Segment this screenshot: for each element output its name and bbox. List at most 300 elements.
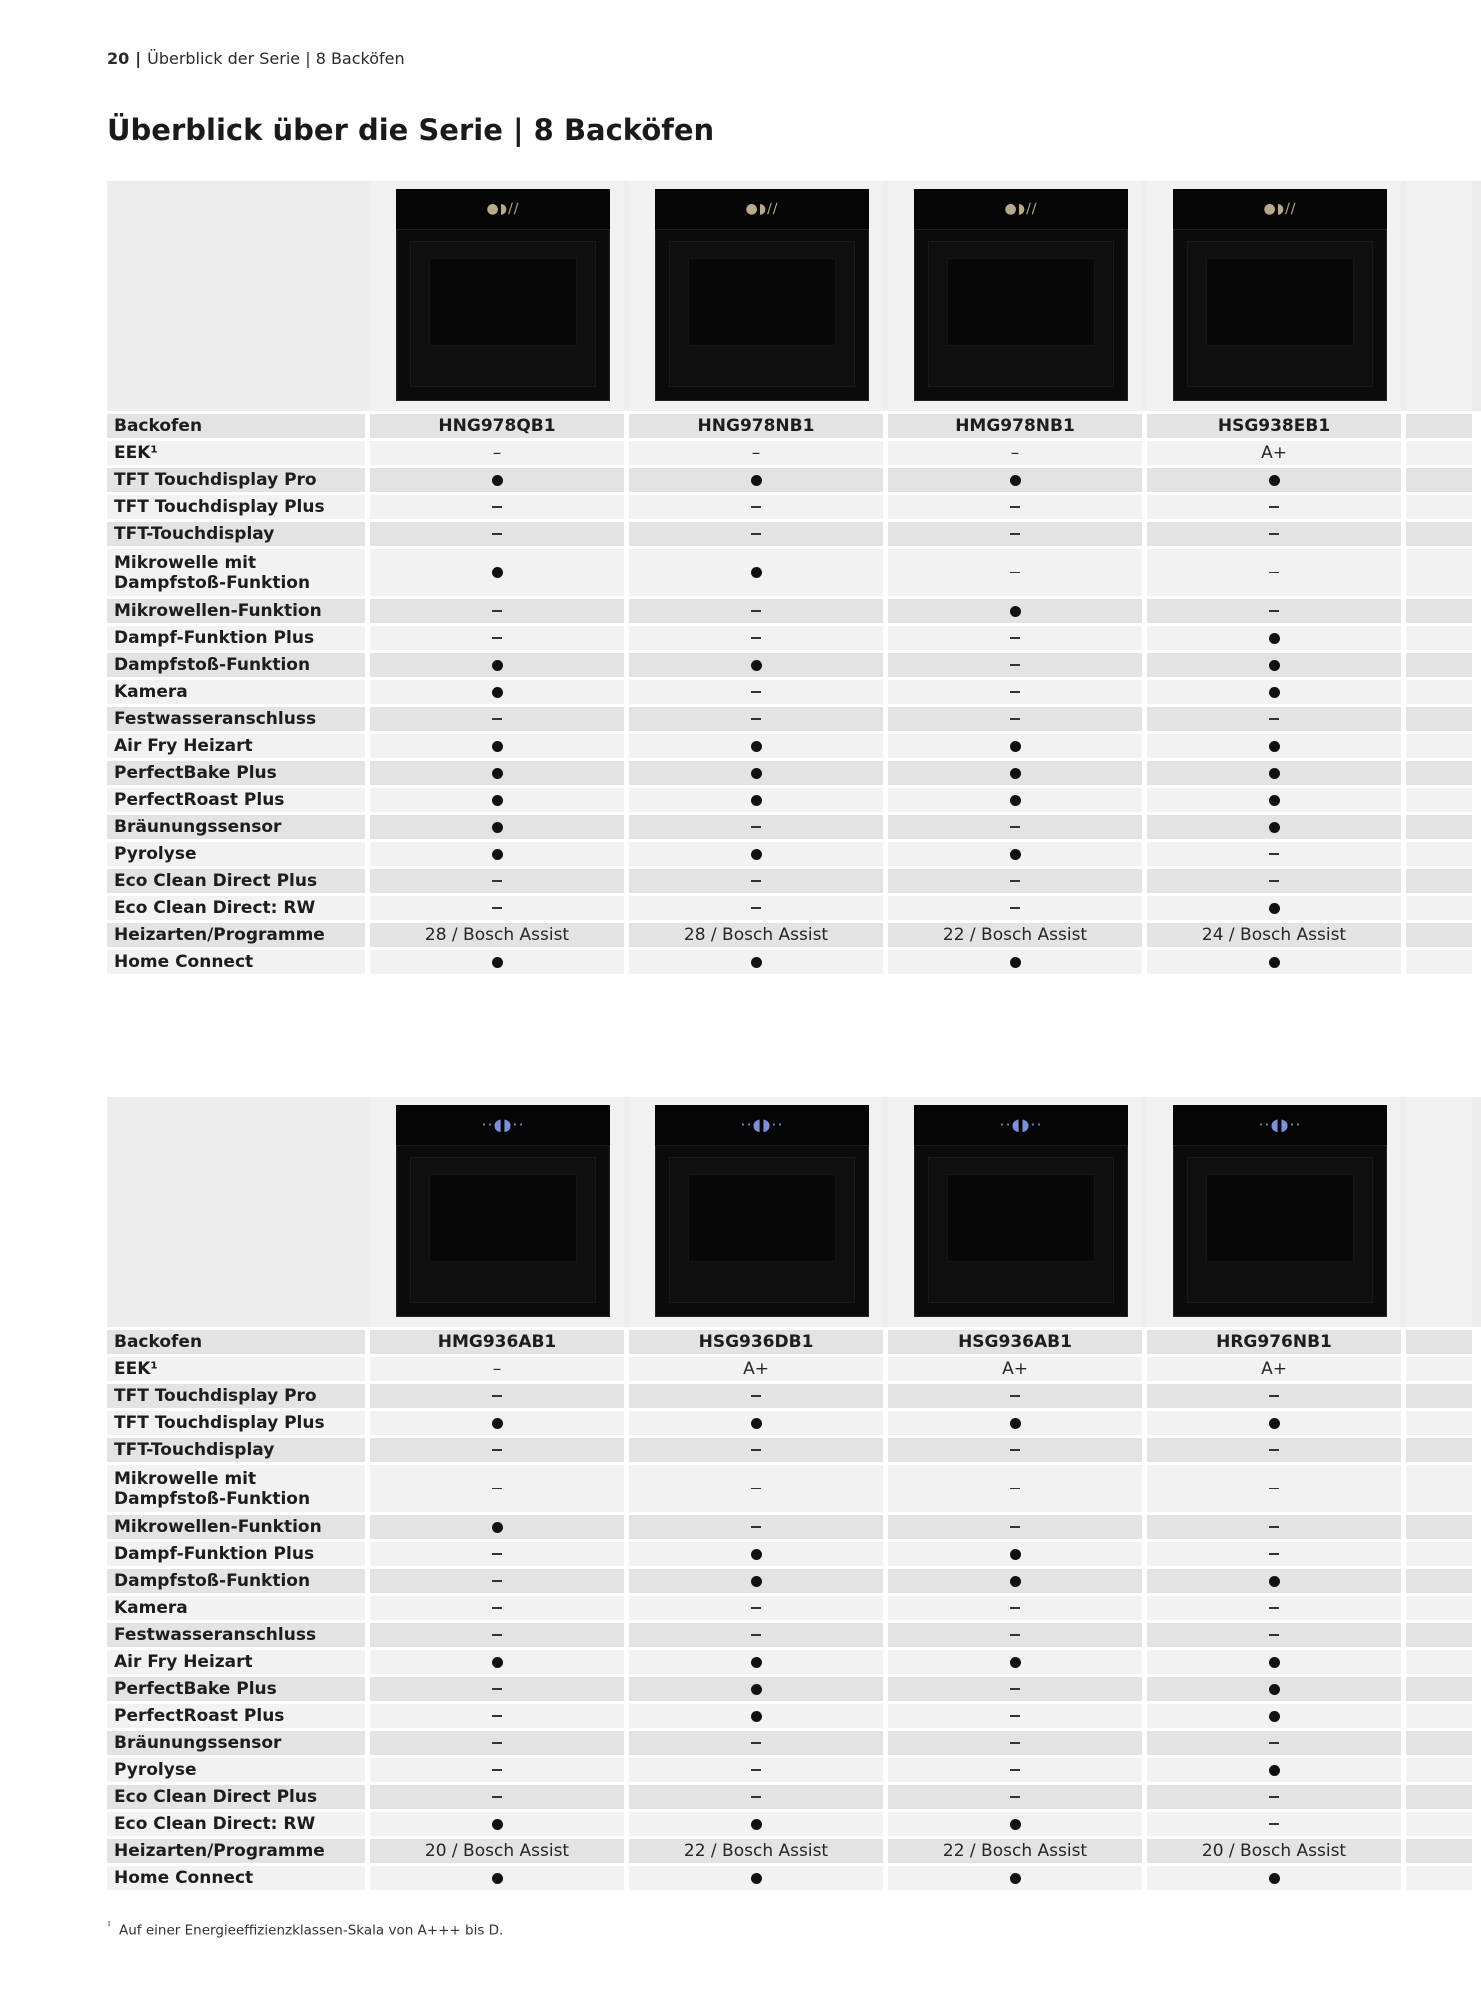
model-name: HSG936DB1 [629, 1330, 883, 1354]
feature-cell [629, 495, 883, 519]
feature-cell [1147, 1465, 1401, 1512]
feature-cell [1147, 495, 1401, 519]
feature-cell [1147, 734, 1401, 758]
home-connect-yes-mark [492, 1873, 503, 1884]
home-connect-cell [629, 1866, 883, 1890]
home-connect-cell [888, 950, 1142, 974]
table-row [107, 465, 1481, 492]
feature-yes-mark [492, 1819, 503, 1830]
feature-yes-mark [751, 1711, 762, 1722]
feature-no-mark [492, 1634, 502, 1636]
row-label: TFT Touchdisplay Pro [107, 1384, 365, 1408]
oven-window [1206, 1174, 1354, 1262]
table-row [107, 650, 1481, 677]
table-row [107, 1836, 1481, 1863]
feature-cell [370, 734, 624, 758]
feature-no-mark [492, 880, 502, 882]
feature-cell [629, 599, 883, 623]
home-connect-yes-mark [1010, 957, 1021, 968]
feature-cell [629, 1384, 883, 1408]
eek-value: – [370, 441, 624, 465]
feature-cell [1147, 1515, 1401, 1539]
feature-no-mark [1269, 533, 1279, 535]
feature-no-mark [1010, 1634, 1020, 1636]
feature-cell [888, 522, 1142, 546]
oven-door [1187, 241, 1373, 387]
footnote [107, 1921, 503, 1939]
feature-yes-mark [492, 1418, 503, 1429]
oven-display-icon: ●◗∕∕ [745, 201, 779, 217]
row-edge [1406, 653, 1472, 677]
feature-cell [888, 1569, 1142, 1593]
table-row [107, 596, 1481, 623]
feature-cell [629, 1411, 883, 1435]
feature-cell [1147, 707, 1401, 731]
feature-cell [888, 1650, 1142, 1674]
feature-no-mark [751, 1796, 761, 1798]
row-edge [1406, 707, 1472, 731]
feature-cell [1147, 1812, 1401, 1836]
feature-cell [370, 1465, 624, 1512]
oven-window [1206, 258, 1354, 346]
feature-cell [888, 1542, 1142, 1566]
oven-window [947, 258, 1095, 346]
feature-cell [370, 549, 624, 596]
row-label: PerfectBake Plus [107, 1677, 365, 1701]
row-edge [1406, 522, 1472, 546]
feature-cell [1147, 549, 1401, 596]
feature-cell [888, 869, 1142, 893]
feature-no-mark [751, 1449, 761, 1451]
row-label: Dampf-Funktion Plus [107, 1542, 365, 1566]
product-image-cell [370, 1097, 624, 1327]
row-label: Festwasseranschluss [107, 1623, 365, 1647]
table-row [107, 785, 1481, 812]
feature-cell [1147, 1411, 1401, 1435]
feature-yes-mark [492, 822, 503, 833]
row-edge [1406, 441, 1472, 465]
feature-no-mark [1269, 1796, 1279, 1798]
eek-value: A+ [888, 1357, 1142, 1381]
model-name: HSG936AB1 [888, 1330, 1142, 1354]
header-separator: | [135, 49, 142, 68]
feature-yes-mark [1010, 768, 1021, 779]
table-row [107, 893, 1481, 920]
feature-yes-mark [1269, 1711, 1280, 1722]
feature-cell [1147, 1677, 1401, 1701]
feature-cell [888, 1596, 1142, 1620]
row-label: Dampf-Funktion Plus [107, 626, 365, 650]
row-label: Festwasseranschluss [107, 707, 365, 731]
row-edge [1406, 1731, 1472, 1755]
row-edge [1406, 1330, 1472, 1354]
image-row-spacer [107, 1097, 365, 1327]
feature-no-mark [1010, 1796, 1020, 1798]
table-row [107, 1435, 1481, 1462]
feature-no-mark [1010, 1488, 1020, 1490]
oven-door [928, 1157, 1114, 1303]
programs-value: 28 / Bosch Assist [629, 923, 883, 947]
row-edge [1406, 680, 1472, 704]
feature-cell [629, 1465, 883, 1512]
feature-cell [629, 1542, 883, 1566]
product-image-cell [629, 1097, 883, 1327]
feature-no-mark [492, 533, 502, 535]
feature-cell [1147, 1384, 1401, 1408]
product-image-cell [888, 1097, 1142, 1327]
row-edge [1406, 1465, 1472, 1512]
feature-no-mark [492, 1449, 502, 1451]
programs-value: 22 / Bosch Assist [888, 1839, 1142, 1863]
oven-display-icon: ●◗∕∕ [486, 201, 520, 217]
programs-value: 22 / Bosch Assist [888, 923, 1142, 947]
feature-cell [1147, 1623, 1401, 1647]
feature-no-mark [1269, 572, 1279, 574]
feature-cell [888, 1384, 1142, 1408]
feature-cell [370, 522, 624, 546]
model-name: HRG976NB1 [1147, 1330, 1401, 1354]
row-label: TFT Touchdisplay Plus [107, 495, 365, 519]
row-edge [1406, 1411, 1472, 1435]
feature-yes-mark [1269, 475, 1280, 486]
row-edge [1406, 950, 1472, 974]
feature-no-mark [751, 1742, 761, 1744]
row-edge [1406, 1704, 1472, 1728]
feature-no-mark [492, 1688, 502, 1690]
row-label: Air Fry Heizart [107, 1650, 365, 1674]
feature-cell [888, 495, 1142, 519]
product-image-row [107, 1097, 1481, 1327]
feature-cell [629, 1704, 883, 1728]
feature-no-mark [492, 718, 502, 720]
product-image-cell [888, 181, 1142, 411]
eek-value: – [888, 441, 1142, 465]
row-label: EEK¹ [107, 441, 365, 465]
oven-window [947, 1174, 1095, 1262]
table-row [107, 1593, 1481, 1620]
feature-no-mark [751, 826, 761, 828]
feature-cell [629, 788, 883, 812]
feature-yes-mark [751, 1549, 762, 1560]
feature-cell [888, 1704, 1142, 1728]
oven-display-icon: ··◖◗·· [999, 1115, 1043, 1134]
feature-cell [1147, 1438, 1401, 1462]
feature-no-mark [1010, 572, 1020, 574]
feature-cell [370, 1596, 624, 1620]
feature-cell [370, 815, 624, 839]
feature-cell [370, 1384, 624, 1408]
row-label: Backofen [107, 1330, 365, 1354]
oven-image [1173, 1105, 1387, 1317]
feature-no-mark [1010, 506, 1020, 508]
oven-image [655, 189, 869, 401]
page-number: 20 [107, 49, 130, 68]
table-row [107, 1462, 1481, 1512]
row-edge [1406, 923, 1472, 947]
feature-yes-mark [1269, 741, 1280, 752]
table-row [107, 677, 1481, 704]
feature-cell [370, 1623, 624, 1647]
feature-cell [629, 468, 883, 492]
feature-no-mark [492, 610, 502, 612]
feature-cell [629, 1785, 883, 1809]
feature-cell [1147, 626, 1401, 650]
feature-yes-mark [492, 849, 503, 860]
feature-no-mark [1010, 533, 1020, 535]
table-row [107, 411, 1481, 438]
feature-yes-mark [492, 687, 503, 698]
feature-no-mark [1010, 1449, 1020, 1451]
feature-cell [1147, 896, 1401, 920]
row-edge [1406, 1357, 1472, 1381]
eek-value: A+ [629, 1357, 883, 1381]
feature-cell [629, 653, 883, 677]
feature-yes-mark [751, 475, 762, 486]
row-edge [1406, 1866, 1472, 1890]
product-image-cell [1147, 1097, 1401, 1327]
feature-cell [1147, 522, 1401, 546]
feature-no-mark [1010, 1395, 1020, 1397]
programs-value: 20 / Bosch Assist [370, 1839, 624, 1863]
table-row [107, 1755, 1481, 1782]
feature-yes-mark [751, 1819, 762, 1830]
spec-table-1 [107, 181, 1481, 974]
feature-cell [629, 549, 883, 596]
row-edge [1406, 626, 1472, 650]
feature-cell [1147, 788, 1401, 812]
feature-no-mark [1269, 853, 1279, 855]
feature-no-mark [492, 1580, 502, 1582]
feature-cell [629, 1623, 883, 1647]
row-edge [1406, 815, 1472, 839]
row-label: EEK¹ [107, 1357, 365, 1381]
feature-cell [629, 815, 883, 839]
oven-image [655, 1105, 869, 1317]
feature-cell [370, 1438, 624, 1462]
oven-window [688, 258, 836, 346]
table-row [107, 1728, 1481, 1755]
feature-no-mark [751, 907, 761, 909]
home-connect-cell [1147, 1866, 1401, 1890]
oven-window [429, 1174, 577, 1262]
feature-cell [370, 599, 624, 623]
feature-cell [888, 788, 1142, 812]
feature-cell [370, 1731, 624, 1755]
feature-no-mark [1010, 1526, 1020, 1528]
table-row [107, 1381, 1481, 1408]
row-label: Pyrolyse [107, 1758, 365, 1782]
table-row [107, 839, 1481, 866]
feature-cell [1147, 869, 1401, 893]
home-connect-yes-mark [1269, 1873, 1280, 1884]
feature-no-mark [1269, 718, 1279, 720]
footnote-text: Auf einer Energieeffizienzklassen-Skala von A+++ bis D. [119, 1922, 504, 1939]
row-label: Heizarten/Programme [107, 923, 365, 947]
image-row-spacer [107, 181, 365, 411]
row-edge [1406, 1839, 1472, 1863]
table-row [107, 492, 1481, 519]
home-connect-yes-mark [492, 957, 503, 968]
row-label: Dampfstoß-Funktion [107, 653, 365, 677]
feature-yes-mark [751, 849, 762, 860]
feature-no-mark [751, 1488, 761, 1490]
table-row [107, 920, 1481, 947]
feature-cell [1147, 761, 1401, 785]
feature-cell [888, 653, 1142, 677]
row-label: Air Fry Heizart [107, 734, 365, 758]
feature-cell [1147, 815, 1401, 839]
feature-yes-mark [1010, 1657, 1021, 1668]
feature-cell [629, 1596, 883, 1620]
row-edge [1406, 734, 1472, 758]
table-row [107, 1674, 1481, 1701]
row-edge [1406, 869, 1472, 893]
feature-no-mark [751, 1607, 761, 1609]
feature-cell [888, 680, 1142, 704]
feature-cell [1147, 1758, 1401, 1782]
eek-value: A+ [1147, 1357, 1401, 1381]
feature-cell [888, 1758, 1142, 1782]
table-row [107, 1647, 1481, 1674]
row-label: PerfectRoast Plus [107, 788, 365, 812]
feature-cell [888, 1785, 1142, 1809]
home-connect-cell [370, 1866, 624, 1890]
feature-cell [1147, 599, 1401, 623]
header-section: Überblick der Serie | 8 Backöfen [147, 49, 405, 68]
feature-no-mark [751, 880, 761, 882]
feature-cell [888, 549, 1142, 596]
home-connect-cell [629, 950, 883, 974]
eek-value: – [370, 1357, 624, 1381]
feature-cell [370, 1704, 624, 1728]
feature-no-mark [492, 506, 502, 508]
model-name: HMG978NB1 [888, 414, 1142, 438]
feature-cell [629, 626, 883, 650]
row-edge [1406, 1785, 1472, 1809]
row-edge [1406, 788, 1472, 812]
row-edge [1406, 896, 1472, 920]
feature-cell [888, 707, 1142, 731]
feature-cell [1147, 1731, 1401, 1755]
feature-cell [629, 869, 883, 893]
oven-door [669, 241, 855, 387]
table-row [107, 1354, 1481, 1381]
feature-no-mark [1010, 718, 1020, 720]
feature-no-mark [1269, 1488, 1279, 1490]
feature-yes-mark [1010, 606, 1021, 617]
feature-no-mark [492, 1607, 502, 1609]
feature-cell [629, 761, 883, 785]
row-edge [1406, 1515, 1472, 1539]
feature-cell [888, 1677, 1142, 1701]
row-label: PerfectRoast Plus [107, 1704, 365, 1728]
feature-no-mark [751, 691, 761, 693]
feature-no-mark [1010, 880, 1020, 882]
feature-no-mark [751, 610, 761, 612]
row-label: Mikrowellen-Funktion [107, 599, 365, 623]
feature-cell [888, 815, 1142, 839]
feature-yes-mark [1010, 849, 1021, 860]
feature-yes-mark [1269, 1576, 1280, 1587]
programs-value: 28 / Bosch Assist [370, 923, 624, 947]
row-edge [1406, 1542, 1472, 1566]
feature-cell [629, 1731, 883, 1755]
feature-yes-mark [492, 768, 503, 779]
feature-no-mark [751, 533, 761, 535]
spec-table-2 [107, 1097, 1481, 1890]
feature-cell [370, 1785, 624, 1809]
feature-cell [1147, 1542, 1401, 1566]
feature-yes-mark [1269, 1765, 1280, 1776]
table-row [107, 1512, 1481, 1539]
feature-yes-mark [751, 567, 762, 578]
feature-no-mark [492, 1742, 502, 1744]
row-label: Bräunungssensor [107, 815, 365, 839]
row-edge [1406, 414, 1472, 438]
table-row [107, 1620, 1481, 1647]
feature-no-mark [1269, 1395, 1279, 1397]
row-label: PerfectBake Plus [107, 761, 365, 785]
model-name: HNG978NB1 [629, 414, 883, 438]
oven-door [928, 241, 1114, 387]
home-connect-yes-mark [1269, 957, 1280, 968]
feature-no-mark [1010, 1688, 1020, 1690]
home-connect-cell [370, 950, 624, 974]
feature-no-mark [1010, 691, 1020, 693]
row-label: Mikrowelle mit Dampfstoß-Funktion [107, 549, 365, 596]
feature-no-mark [751, 1634, 761, 1636]
feature-cell [888, 896, 1142, 920]
feature-no-mark [492, 907, 502, 909]
feature-cell [1147, 1596, 1401, 1620]
feature-cell [1147, 680, 1401, 704]
row-edge [1406, 468, 1472, 492]
feature-cell [1147, 1569, 1401, 1593]
feature-cell [888, 1731, 1142, 1755]
row-edge [1406, 1758, 1472, 1782]
table-row [107, 758, 1481, 785]
row-label: TFT-Touchdisplay [107, 522, 365, 546]
feature-cell [888, 842, 1142, 866]
feature-yes-mark [492, 660, 503, 671]
feature-cell [370, 1650, 624, 1674]
feature-yes-mark [1010, 1819, 1021, 1830]
feature-cell [888, 1515, 1142, 1539]
oven-door [410, 1157, 596, 1303]
feature-no-mark [1269, 1823, 1279, 1825]
row-edge [1406, 761, 1472, 785]
feature-cell [629, 680, 883, 704]
feature-cell [888, 734, 1142, 758]
feature-cell [370, 1542, 624, 1566]
table-row [107, 1782, 1481, 1809]
oven-image [1173, 189, 1387, 401]
row-label: Heizarten/Programme [107, 1839, 365, 1863]
product-image-cell [370, 181, 624, 411]
programs-value: 24 / Bosch Assist [1147, 923, 1401, 947]
oven-door [1187, 1157, 1373, 1303]
oven-image [396, 1105, 610, 1317]
feature-no-mark [1269, 1553, 1279, 1555]
feature-cell [888, 468, 1142, 492]
feature-yes-mark [1269, 1418, 1280, 1429]
row-label: Eco Clean Direct Plus [107, 869, 365, 893]
row-label: TFT-Touchdisplay [107, 1438, 365, 1462]
feature-no-mark [492, 1796, 502, 1798]
feature-cell [1147, 1704, 1401, 1728]
feature-yes-mark [1010, 475, 1021, 486]
row-label: Kamera [107, 1596, 365, 1620]
